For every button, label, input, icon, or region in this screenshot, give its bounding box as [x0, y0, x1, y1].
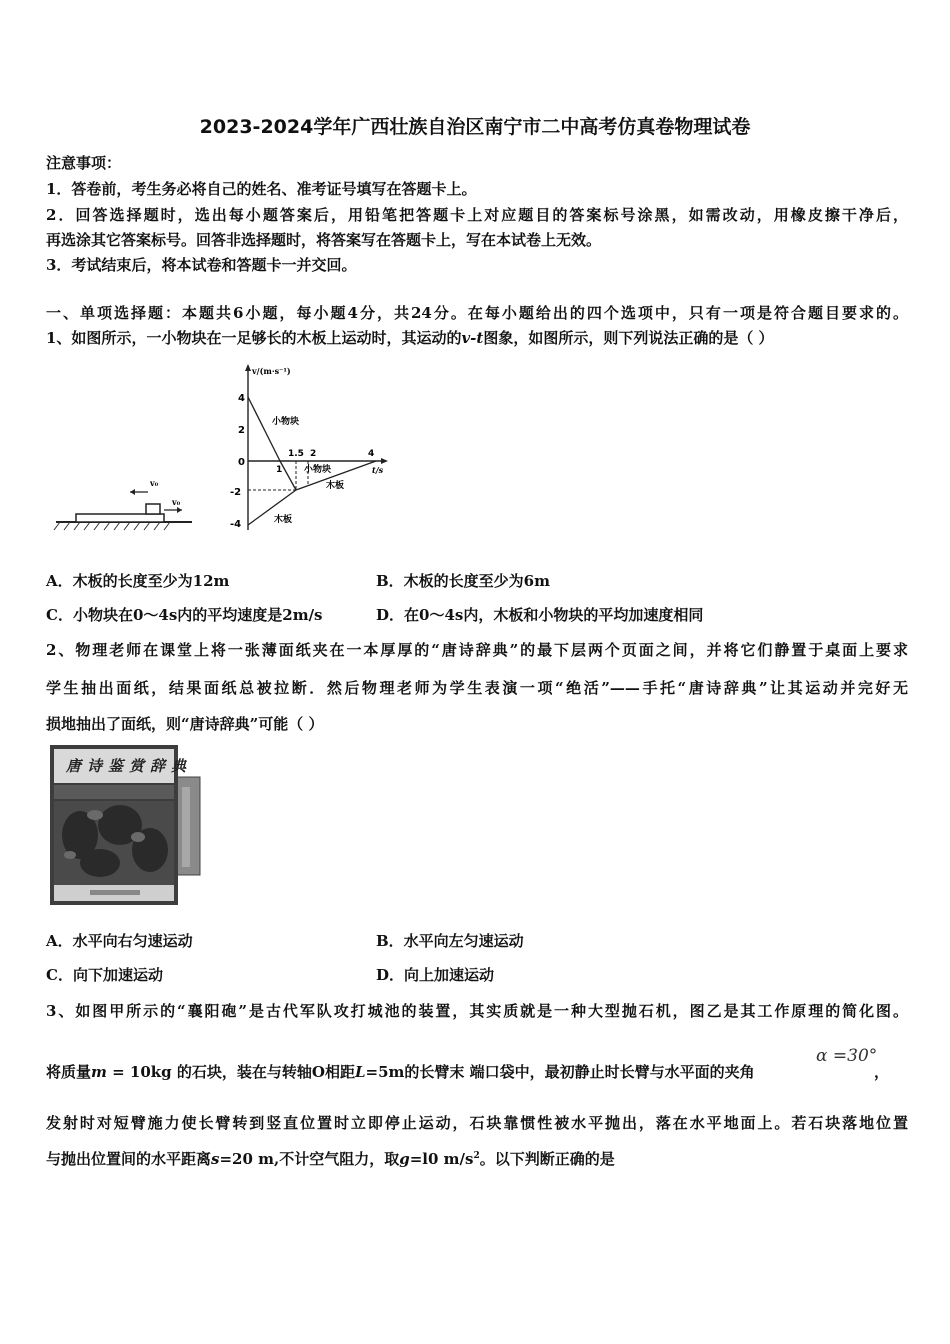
q1-stem-vt: v-t [461, 329, 484, 347]
notice-item-2-cont: 再选涂其它答案标号。回答非选择题时，将答案写在答题卡上，写在本试卷上无效。 [46, 231, 602, 249]
y-axis-label: v/(m·s⁻¹) [252, 366, 291, 376]
q2-option-b: B．水平向左匀速运动 [376, 932, 524, 950]
q3-var-s: s [211, 1150, 220, 1168]
q1-option-a: A．木板的长度至少为12m [46, 572, 230, 590]
q3-alpha-formula: α =30° [816, 1046, 878, 1066]
label-block-upper: 小物块 [272, 417, 300, 427]
q3-line4-post: 。以下判断正确的是 [479, 1150, 615, 1168]
q3-comma: ， [874, 1063, 890, 1081]
q3-var-L: L [354, 1063, 366, 1081]
q3-line2-mass: = 10kg 的石块，装在与转轴O相距 [106, 1063, 355, 1081]
q1-stem-post: 图象，如图所示，则下列说法正确的是（ ） [483, 329, 774, 347]
x-tick-4: 4 [368, 449, 375, 459]
q2-stem-line-2: 学生抽出面纸，结果面纸总被拉断．然后物理老师为学生表演一项“绝活”——手托“唐诗辞典”让其运动并完好无 [46, 679, 908, 697]
q3-line4-g: =l0 m/s [409, 1150, 474, 1168]
section-heading: 一、单项选择题：本题共6小题，每小题4分，共24分。在每小题给出的四个选项中，只有一项是符合题目要求的。 [46, 304, 908, 322]
q1-option-b: B．木板的长度至少为6m [376, 572, 550, 590]
y-tick-4: 4 [238, 393, 245, 404]
label-board-right: 木板 [326, 481, 345, 491]
q1-option-d: D．在0～4s内，木板和小物块的平均加速度相同 [376, 606, 704, 624]
q3-line-2 [46, 1061, 755, 1082]
q1-stem [46, 327, 774, 348]
notice-item-2: 2．回答选择题时，选出每小题答案后，用铅笔把答题卡上对应题目的答案标号涂黑，如需改动，用橡皮擦干净后， [46, 206, 908, 224]
x-tick-1: 1 [276, 465, 283, 475]
y-tick-neg2: -2 [230, 487, 242, 498]
q3-line-3: 发射时对短臂施力使长臂转到竖直位置时立即停止运动，石块靠惯性被水平抛出，落在水平地面上。若石块落地位置 [46, 1114, 908, 1132]
block-shape [146, 504, 160, 514]
q3-line-1: 3、如图甲所示的“襄阳砲”是古代军队攻打城池的装置，其实质就是一种大型抛石机，图乙是其工作原理的简化图。 [46, 1002, 908, 1020]
block-velocity-label: v₀ [150, 478, 159, 488]
board-shape [76, 514, 164, 522]
label-board-lower: 木板 [274, 515, 293, 525]
block-line-decel [248, 397, 280, 461]
q1-block-diagram [52, 470, 197, 532]
q2-stem-line-1: 2、物理老师在课堂上将一张薄面纸夹在一本厚厚的“唐诗辞典”的最下层两个页面之间，并将它们静置于桌面上要求 [46, 641, 908, 659]
q3-line2-pre: 将质量 [46, 1063, 92, 1081]
q2-stem-line-3: 损地抽出了面纸，则“唐诗辞典”可能（ ） [46, 715, 324, 733]
q1-stem-pre: 1、如图所示，一小物块在一足够长的木板上运动时，其运动的 [46, 329, 462, 347]
x-axis-label: t/s [372, 465, 384, 475]
q3-line4-mid: =20 m,不计空气阻力，取 [219, 1150, 400, 1168]
notice-item-1: 1．答卷前，考生务必将自己的姓名、准考证号填写在答题卡上。 [46, 180, 477, 198]
q3-line2-post: =5m的长臂末 端口袋中，最初静止时长臂与水平面的夹角 [365, 1063, 755, 1081]
q1-option-c: C．小物块在0～4s内的平均速度是2m/s [46, 606, 323, 624]
q3-line4-pre: 与抛出位置间的水平距离 [46, 1150, 212, 1168]
q3-line4-sup: 2 [473, 1151, 480, 1161]
notice-heading: 注意事项： [46, 154, 122, 172]
x-tick-2: 2 [310, 449, 317, 459]
x-tick-1.5: 1.5 [288, 449, 304, 459]
q2-book-photo [50, 745, 202, 907]
q2-option-d: D．向上加速运动 [376, 966, 495, 984]
q3-line-4 [46, 1148, 615, 1169]
y-tick-2: 2 [238, 425, 245, 436]
board-velocity-label: v₀ [172, 497, 181, 507]
label-block-lower: 小物块 [304, 465, 332, 475]
q2-option-a: A．水平向右匀速运动 [46, 932, 193, 950]
q3-var-m: m [91, 1063, 107, 1081]
y-tick-neg4: -4 [230, 519, 242, 530]
book-title: 唐诗鉴赏辞典 [66, 757, 193, 775]
block-line-reverse [280, 461, 296, 490]
notice-item-3: 3．考试结束后，将本试卷和答题卡一并交回。 [46, 256, 357, 274]
q2-option-c: C．向下加速运动 [46, 966, 163, 984]
q3-var-g: g [399, 1150, 410, 1168]
q1-vt-graph [222, 360, 392, 535]
page-title: 2023-2024学年广西壮族自治区南宁市二中高考仿真卷物理试卷 [199, 116, 751, 138]
y-tick-0: 0 [238, 457, 245, 468]
